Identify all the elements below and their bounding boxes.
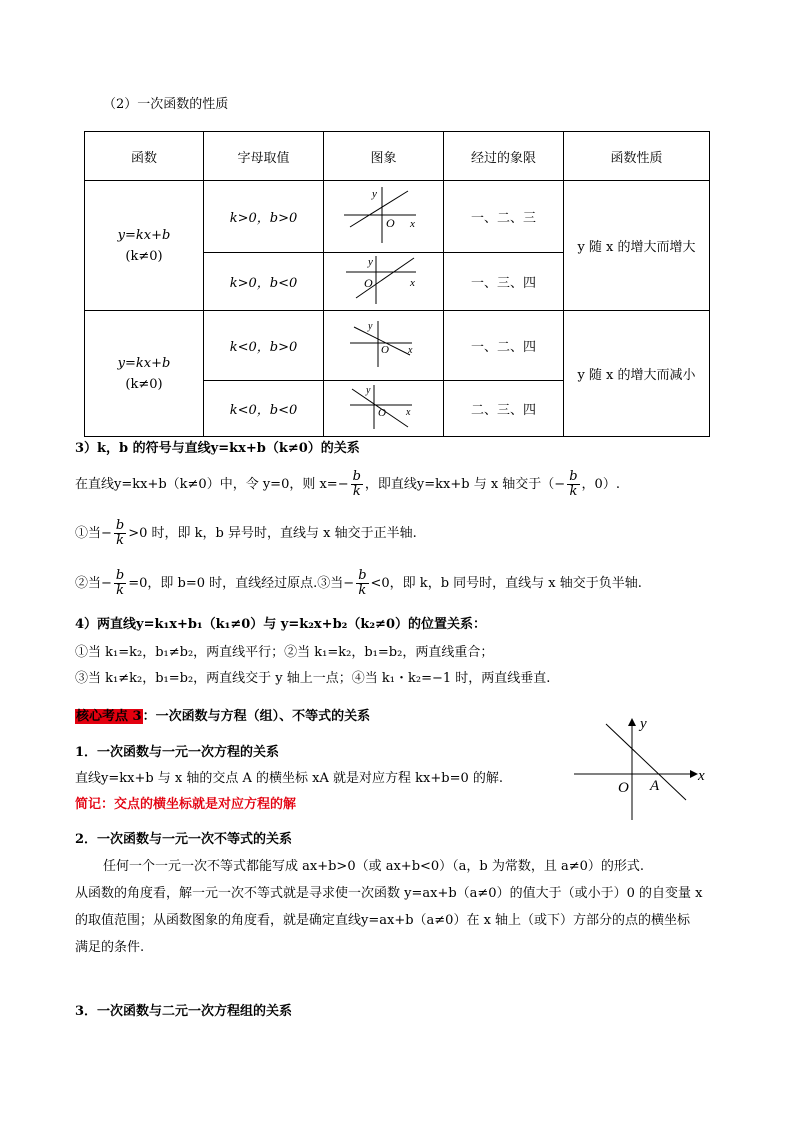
table-row xyxy=(85,311,710,381)
x-axis-label: x xyxy=(698,768,705,784)
x-axis-label: x xyxy=(407,344,412,356)
y-axis-label: y xyxy=(367,320,372,332)
fraction xyxy=(356,569,368,598)
condition-cell: k>0，b>0 xyxy=(204,181,324,253)
fraction xyxy=(567,470,579,499)
intersection-figure xyxy=(572,712,712,822)
part-1-text: 直线y=kx+b 与 x 轴的交点 A 的横坐标 xA 就是对应方程 kx+b=0 的解. xyxy=(75,771,504,786)
section-4-title: 4）两直线y=k₁x+b₁（k₁≠0）与 y=k₂x+b₂（k₂≠0）的位置关系： xyxy=(75,617,486,632)
property-cell: y 随 x 的增大而增大 xyxy=(564,181,710,311)
quadrant-cell: 一、二、三 xyxy=(444,181,564,253)
part-2-line-3: 的取值范围；从函数图象的角度看，就是确定直线y=ax+b（a≠0）在 x 轴上（或下）方部分的点的横坐标 xyxy=(75,913,691,928)
y-axis-label: y xyxy=(365,384,370,396)
fraction xyxy=(114,519,126,548)
quadrant-cell: 一、三、四 xyxy=(444,253,564,311)
core-point-title: ：一次函数与方程（组）、不等式的关系 xyxy=(142,709,371,724)
section-4-line-1: ①当 k₁=k₂，b₁≠b₂，两直线平行；②当 k₁=k₂，b₁=b₂，两直线重合； xyxy=(75,645,494,660)
graph-cell xyxy=(324,311,444,381)
text-fragment: ①当− xyxy=(75,526,112,541)
graph-cell xyxy=(324,181,444,253)
function-formula: y=kx+b xyxy=(117,227,171,243)
condition-cell: k<0，b>0 xyxy=(204,311,324,381)
property-cell: y 随 x 的增大而减小 xyxy=(564,311,710,437)
origin-label: O xyxy=(380,343,389,356)
y-axis-label: y xyxy=(371,187,377,200)
function-condition: (k≠0) xyxy=(125,376,163,392)
part-2-line-4: 满足的条件. xyxy=(75,940,145,955)
condition-cell: k>0，b<0 xyxy=(204,253,324,311)
x-axis-label: x xyxy=(409,217,415,230)
fraction-numerator: b xyxy=(115,518,125,533)
graph-icon-k-pos-b-pos xyxy=(344,185,424,245)
fraction-denominator: k xyxy=(569,484,578,499)
text-fragment: 在直线y=kx+b（k≠0）中，令 y=0，则 x=− xyxy=(75,477,349,492)
section-4-line-2: ③当 k₁≠k₂，b₁=b₂，两直线交于 y 轴上一点；④当 k₁・k₂=−1 时，两直线垂直. xyxy=(75,671,551,686)
part-2-line-1: 任何一个一元一次不等式都能写成 ax+b>0（或 ax+b<0）（a，b 为常数，且 a≠0）的形式. xyxy=(103,859,645,874)
y-axis-label: y xyxy=(367,255,373,268)
fraction-numerator: b xyxy=(352,469,361,484)
graph-cell xyxy=(324,381,444,437)
header-cell: 函数性质 xyxy=(564,132,710,181)
header-cell: 字母取值 xyxy=(204,132,324,181)
fraction-denominator: k xyxy=(116,533,125,548)
origin-label: O xyxy=(377,406,386,419)
x-axis-label: x xyxy=(405,406,410,418)
section-3-paragraph-1 xyxy=(75,469,620,501)
fraction-denominator: k xyxy=(352,484,361,499)
function-cell xyxy=(85,181,204,311)
origin-label: O xyxy=(363,275,373,290)
function-cell xyxy=(85,311,204,437)
section-3-title: 3）k，b 的符号与直线y=kx+b（k≠0）的关系 xyxy=(75,441,360,456)
point-a-label: A xyxy=(650,778,660,794)
fraction-numerator: b xyxy=(358,568,367,583)
header-cell: 经过的象限 xyxy=(444,132,564,181)
function-condition: (k≠0) xyxy=(125,248,163,264)
condition-cell: k<0，b<0 xyxy=(204,381,324,437)
text-fragment: >0 时，即 k，b 异号时，直线与 x 轴交于正半轴. xyxy=(128,526,417,541)
quadrant-cell: 一、二、四 xyxy=(444,311,564,381)
fraction xyxy=(114,569,126,598)
graph-icon-k-pos-b-neg xyxy=(344,254,424,306)
section-title: （2）一次函数的性质 xyxy=(103,97,229,112)
origin-label: O xyxy=(385,215,395,230)
fraction-denominator: k xyxy=(358,583,367,598)
section-3-paragraph-2 xyxy=(75,518,417,550)
quadrant-cell: 二、三、四 xyxy=(444,381,564,437)
graph-icon-k-neg-b-pos xyxy=(348,319,420,369)
graph-cell xyxy=(324,253,444,311)
table-header-row xyxy=(85,132,710,181)
part-2-line-2: 从函数的角度看，解一元一次不等式就是寻求使一次函数 y=ax+b（a≠0）的值大于（或小于）0 的自变量 x xyxy=(75,886,703,901)
text-fragment: ②当− xyxy=(75,576,112,591)
fraction-denominator: k xyxy=(116,583,125,598)
text-fragment: ，即直线y=kx+b 与 x 轴交于（− xyxy=(364,477,566,492)
core-point-heading xyxy=(75,708,370,726)
graph-icon-k-neg-b-neg xyxy=(348,383,420,431)
table-row xyxy=(85,181,710,253)
section-3-paragraph-3 xyxy=(75,568,642,600)
text-fragment: ，0）. xyxy=(581,477,620,492)
part-1-title: 1．一次函数与一元一次方程的关系 xyxy=(75,745,280,760)
core-point-tag: 核心考点 3 xyxy=(76,709,142,724)
part-3-title: 3．一次函数与二元一次方程组的关系 xyxy=(75,1004,293,1019)
x-axis-label: x xyxy=(409,276,415,289)
fraction-numerator: b xyxy=(115,568,125,583)
origin-label: O xyxy=(618,780,629,796)
part-1-note: 简记：交点的横坐标就是对应方程的解 xyxy=(75,797,297,812)
text-fragment: <0，即 k，b 同号时，直线与 x 轴交于负半轴. xyxy=(370,576,642,591)
text-fragment: =0，即 b=0 时，直线经过原点.③当− xyxy=(128,576,355,591)
header-cell: 函数 xyxy=(85,132,204,181)
function-formula: y=kx+b xyxy=(117,355,171,371)
y-axis-label: y xyxy=(640,716,647,732)
fraction-numerator: b xyxy=(569,469,578,484)
part-2-title: 2．一次函数与一元一次不等式的关系 xyxy=(75,832,293,847)
header-cell: 图象 xyxy=(324,132,444,181)
properties-table xyxy=(84,131,710,437)
fraction xyxy=(351,470,363,499)
